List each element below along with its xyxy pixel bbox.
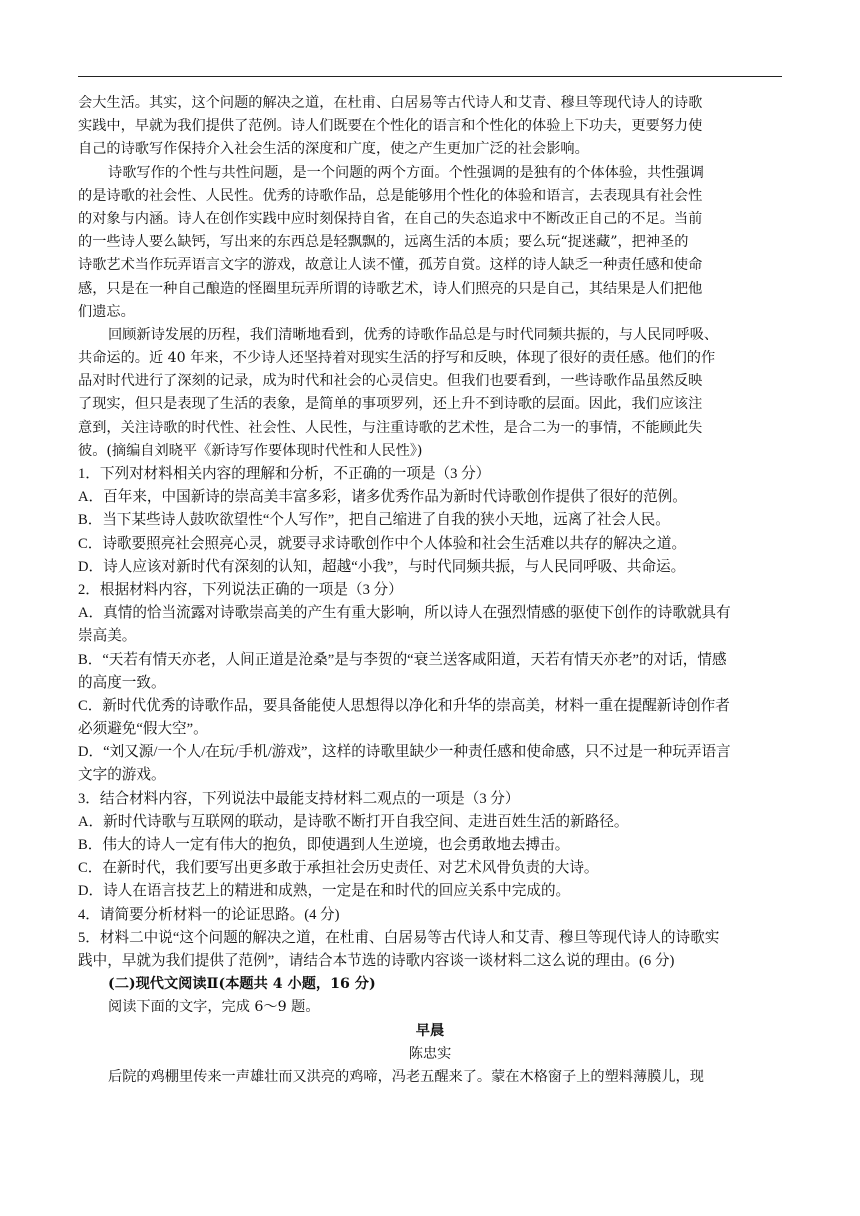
option-line: C．诗歌要照亮社会照亮心灵，就要寻求诗歌创作中个人体验和社会生活难以共存的解决之道。: [78, 535, 687, 552]
text-line: 品对时代进行了深刻的记录，成为时代和社会的心灵信史。但我们也要看到，一些诗歌作品虽然反映: [78, 373, 703, 390]
question-list: [78, 463, 782, 973]
option-line: A．真情的恰当流露对诗歌崇高美的产生有重大影响，所以诗人在强烈情感的驱使下创作的诗歌就具有: [78, 605, 731, 622]
text-line: 的是诗歌的社会性、人民性。优秀的诗歌作品，总是能够用个性化的体验和语言，去表现具有社会性: [78, 187, 703, 204]
text-line: 诗歌写作的个性与共性问题，是一个问题的两个方面。个性强调的是独有的个体体验，共性强调: [108, 164, 704, 181]
question-5-continued: 践中，早就为我们提供了范例”，请结合本节选的诗歌内容谈一谈材料二这么说的理由。(6 分): [78, 952, 675, 969]
question-3: 3．结合材料内容，下列说法中最能支持材料二观点的一项是（3 分）: [78, 790, 520, 807]
text-line: 会大生活。其实，这个问题的解决之道，在杜甫、白居易等古代诗人和艾青、穆旦等现代诗人的诗歌: [78, 95, 703, 111]
option-line: 的高度一致。: [78, 674, 166, 691]
document-page: [78, 92, 782, 1089]
question-1: 1．下列对材料相关内容的理解和分析，不正确的一项是（3 分）: [78, 466, 491, 482]
text-line: 了现实，但只是表现了生活的表象，是简单的事项罗列，还上升不到诗歌的层面。因此，我们应该注: [78, 396, 703, 413]
text-line: 的一些诗人要么缺钙，写出来的东西总是轻飘飘的，远离生活的本质；要么玩“捉迷藏”，把神圣的: [78, 234, 689, 251]
section-heading: (二)现代文阅读Ⅱ(本题共 4 小题，16 分): [108, 976, 376, 993]
paragraph-review: [78, 324, 782, 463]
text-line: 的对象与内涵。诗人在创作实践中应时刻保持自省，在自己的失态追求中不断改正自己的不足。当前: [78, 210, 703, 227]
text-line: 意到，关注诗歌的时代性、社会性、人民性，与注重诗歌的艺术性，是合二为一的事情，不能顾此失: [78, 419, 703, 436]
text-line: 彼。(摘编自刘晓平《新诗写作要体现时代性和人民性》): [78, 442, 423, 459]
option-line: B．伟大的诗人一定有伟大的抱负，即使遇到人生逆境，也会勇敢地去搏击。: [78, 837, 570, 853]
text-line: 感，只是在一种自己酿造的怪圈里玩弄所谓的诗歌艺术，诗人们照亮的只是自己，其结果是人们把他: [78, 280, 703, 297]
option-line: A．百年来，中国新诗的崇高美丰富多彩，诸多优秀作品为新时代诗歌创作提供了很好的范例。: [78, 489, 687, 506]
text-line: 回顾新诗发展的历程，我们清晰地看到，优秀的诗歌作品总是与时代同频共振的，与人民同呼吸、: [108, 326, 719, 343]
option-line: A．新时代诗歌与互联网的联动，是诗歌不断打开自我空间、走进百姓生活的新路径。: [78, 813, 629, 830]
text-line: 们遗忘。: [78, 303, 135, 320]
question-2: 2．根据材料内容，下列说法正确的一项是（3 分）: [78, 581, 403, 598]
story-first-line: 后院的鸡棚里传来一声雄壮而又洪亮的鸡啼，冯老五醒来了。蒙在木格窗子上的塑料薄膜儿，现: [108, 1068, 704, 1085]
option-line: C．新时代优秀的诗歌作品，要具备能使人思想得以净化和升华的崇高美，材料一重在提醒新诗创作者: [78, 697, 730, 714]
option-line: D．“刘又源/一个人/在玩/手机/游戏”，这样的诗歌里缺少一种责任感和使命感，只不过是一种玩弄语言: [78, 744, 731, 761]
text-line: 诗歌艺术当作玩弄语言文字的游戏，故意让人读不懂，孤芳自赏。这样的诗人缺乏一种责任感和使命: [78, 257, 703, 274]
text-line: 共命运的。近 40 年来，不少诗人还坚持着对现实生活的抒写和反映，体现了很好的责任感。他们的作: [78, 350, 716, 367]
passage-continuation: [78, 92, 782, 162]
question-4: 4．请简要分析材料一的论证思路。(4 分): [78, 906, 340, 923]
question-5: 5．材料二中说“这个问题的解决之道，在杜甫、白居易等古代诗人和艾青、穆旦等现代诗人的诗歌实: [78, 929, 720, 946]
option-line: B．“天若有情天亦老，人间正道是沧桑”是与李贺的“衰兰送客咸阳道，天若有情天亦老”的对话，情感: [78, 651, 727, 668]
option-line: C．在新时代，我们要写出更多敢于承担社会历史责任、对艺术风骨负责的大诗。: [78, 860, 599, 877]
paragraph-individuality: [78, 162, 782, 324]
text-line: 自己的诗歌写作保持介入社会生活的深度和广度，使之产生更加广泛的社会影响。: [78, 141, 589, 158]
option-line: 必须避免“假大空”。: [78, 721, 208, 738]
header-rule: [78, 76, 782, 77]
option-line: 崇高美。: [78, 628, 137, 645]
text-line: 实践中，早就为我们提供了范例。诗人们既要在个性化的语言和个性化的体验上下功夫，更要努力使: [78, 118, 703, 135]
story-author: 陈忠实: [408, 1045, 452, 1062]
option-line: B．当下某些诗人鼓吹欲望性“个人写作”，把自己缩进了自我的狭小天地，远离了社会人民。: [78, 512, 670, 529]
option-line: D．诗人应该对新时代有深刻的认知，超越“小我”，与时代同频共振，与人民同呼吸、共命运。: [78, 558, 686, 575]
section-intro: 阅读下面的文字，完成 6～9 题。: [108, 999, 320, 1016]
story-title: 早晨: [415, 1022, 445, 1039]
option-line: D．诗人在语言技艺上的精进和成熟，一定是在和时代的回应关系中完成的。: [78, 883, 571, 900]
option-line: 文字的游戏。: [78, 767, 166, 784]
